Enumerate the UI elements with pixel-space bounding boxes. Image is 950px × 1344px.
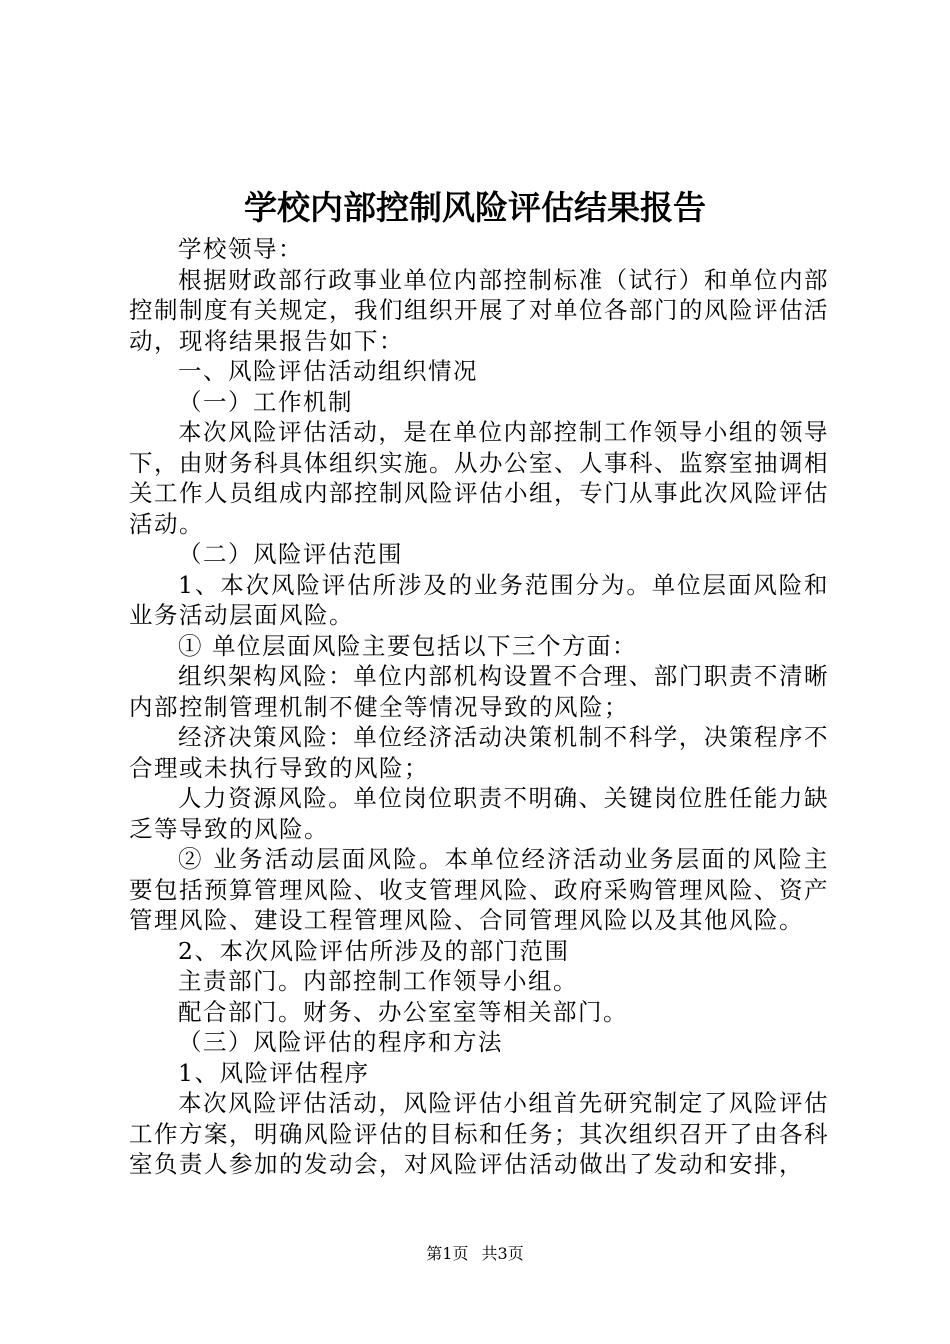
document-title: 学校内部控制风险评估结果报告 <box>244 188 706 227</box>
paragraph: 组织架构风险：单位内部机构设置不合理、部门职责不清晰内部控制管理机制不健全等情况导致的风险； <box>129 662 829 721</box>
document-body <box>129 234 829 1180</box>
paragraph: 本次风险评估活动，是在单位内部控制工作领导小组的领导下，由财务科具体组织实施。从办公室、人事科、监察室抽调相关工作人员组成内部控制风险评估小组，专门从事此次风险评估活动。 <box>129 418 829 538</box>
salutation: 学校领导： <box>178 235 303 263</box>
section-heading: 一、风险评估活动组织情况 <box>178 357 478 385</box>
page-footer <box>0 1242 950 1266</box>
paragraph: 2、本次风险评估所涉及的部门范围 <box>178 936 570 965</box>
paragraph: 1、本次风险评估所涉及的业务范围分为。单位层面风险和业务活动层面风险。 <box>129 570 829 629</box>
page-number: 第1页 <box>426 1244 469 1263</box>
page-total: 共3页 <box>481 1244 524 1263</box>
paragraph: ② 业务活动层面风险。本单位经济活动业务层面的风险主要包括预算管理风险、收支管理风险、政府采购管理风险、资产管理风险、建设工程管理风险、合同管理风险以及其他风险。 <box>129 845 829 934</box>
paragraph: 主责部门。内部控制工作领导小组。 <box>178 967 578 995</box>
paragraph: 配合部门。财务、办公室室等相关部门。 <box>178 997 628 1026</box>
paragraph: 人力资源风险。单位岗位职责不明确、关键岗位胜任能力缺乏等导致的风险。 <box>129 784 829 843</box>
subsection-heading: （二）风险评估范围 <box>178 540 403 568</box>
paragraph: 1、风险评估程序 <box>178 1058 370 1087</box>
subsection-heading: （三）风险评估的程序和方法 <box>178 1028 503 1056</box>
paragraph: 根据财政部行政事业单位内部控制标准（试行）和单位内部控制制度有关规定，我们组织开展了对单位各部门的风险评估活动，现将结果报告如下： <box>129 265 829 355</box>
paragraph: 经济决策风险：单位经济活动决策机制不科学，决策程序不合理或未执行导致的风险； <box>129 723 829 782</box>
paragraph: 本次风险评估活动，风险评估小组首先研究制定了风险评估工作方案，明确风险评估的目标和任务；其次组织召开了由各科室负责人参加的发动会，对风险评估活动做出了发动和安排， <box>129 1089 829 1178</box>
list-heading: ① 单位层面风险主要包括以下三个方面： <box>178 631 637 660</box>
subsection-heading: （一）工作机制 <box>178 387 353 416</box>
